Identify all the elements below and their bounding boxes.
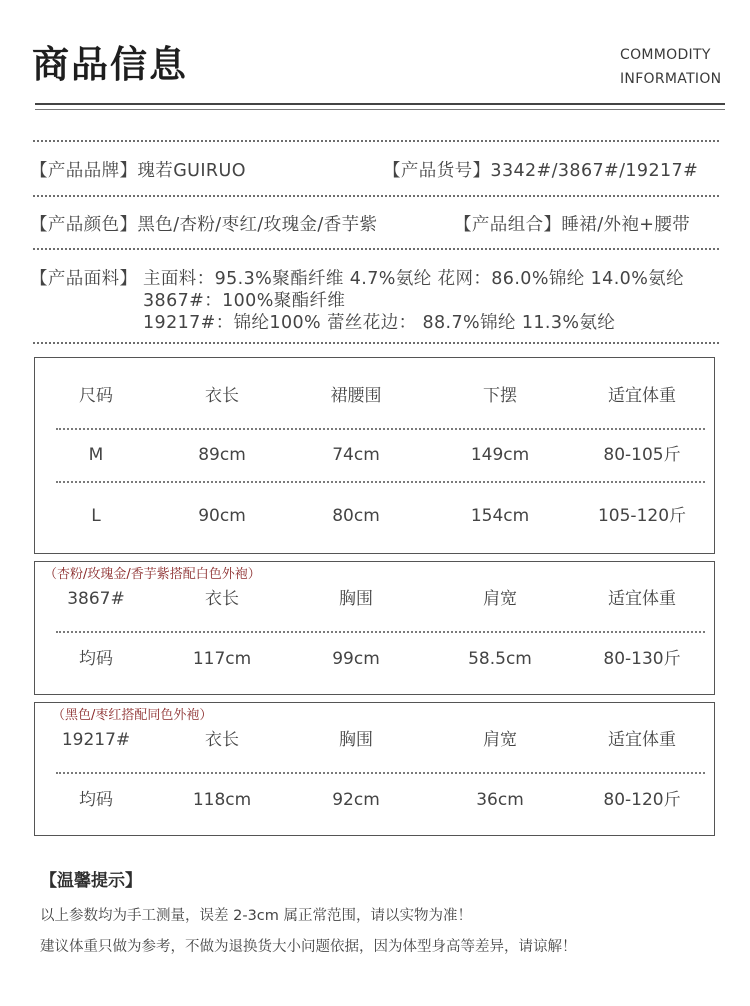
table-cell: 80-105斤 xyxy=(603,445,681,465)
color-field xyxy=(30,211,377,236)
table-cell: 80cm xyxy=(332,506,380,526)
header-divider-thin xyxy=(35,109,725,110)
table-cell: 58.5cm xyxy=(468,649,532,669)
header-cell: 衣长 xyxy=(205,386,239,406)
table-cell: 92cm xyxy=(332,790,380,810)
tip-line-1: 以上参数均为手工测量，误差 2-3cm 属正常范围，请以实物为准！ xyxy=(40,908,472,924)
size-table-19217 xyxy=(34,702,715,836)
table-note: （杏粉/玫瑰金/香芋紫搭配白色外袍） xyxy=(44,567,261,582)
header-cell: 裙腰围 xyxy=(330,386,382,406)
header-cell: 衣长 xyxy=(205,730,239,750)
header-cell: 适宜体重 xyxy=(608,730,676,750)
brand-value: 瑰若GUIRUO xyxy=(137,161,246,181)
header-cell: 19217# xyxy=(61,730,131,750)
table-cell: 90cm xyxy=(198,506,246,526)
table-header-row xyxy=(35,584,714,614)
table-header-row xyxy=(35,381,714,411)
dotted-divider xyxy=(33,140,719,142)
fabric-line-3: 19217#：锦纶100% 蕾丝花边： 88.7%锦纶 11.3%氨纶 xyxy=(143,313,616,333)
table-cell: 118cm xyxy=(192,790,252,810)
table-cell: 74cm xyxy=(332,445,380,465)
dotted-divider xyxy=(33,248,719,250)
dotted-divider xyxy=(56,481,705,483)
fabric-label: 【产品面料】 xyxy=(30,269,138,289)
header-cell: 下摆 xyxy=(483,386,517,406)
header-cell: 3867# xyxy=(67,589,125,609)
fabric-line-2: 3867#：100%聚酯纤维 xyxy=(143,291,346,311)
table-cell: 154cm xyxy=(470,506,530,526)
table-row xyxy=(35,501,714,531)
english-title-line-1: COMMODITY xyxy=(620,47,711,63)
dotted-divider xyxy=(56,631,705,633)
table-row xyxy=(35,440,714,470)
size-table-3867 xyxy=(34,561,715,695)
table-cell: 均码 xyxy=(79,790,113,810)
sku-label: 【产品货号】 xyxy=(383,161,491,181)
header-cell: 衣长 xyxy=(205,589,239,609)
table-row xyxy=(35,644,714,674)
english-title-line-2: INFORMATION xyxy=(620,71,722,87)
tips-title: 【温馨提示】 xyxy=(40,871,142,891)
table-header-row xyxy=(35,725,714,755)
table-cell: 105-120斤 xyxy=(597,506,687,526)
dotted-divider xyxy=(56,772,705,774)
table-cell: 均码 xyxy=(79,649,113,669)
sku-field xyxy=(383,157,698,182)
combo-label: 【产品组合】 xyxy=(454,215,562,235)
page-title: 商品信息 xyxy=(32,43,188,86)
header-cell: 适宜体重 xyxy=(608,589,676,609)
header-cell: 肩宽 xyxy=(483,589,517,609)
combo-value: 睡裙/外袍+腰带 xyxy=(561,215,691,235)
header-cell: 肩宽 xyxy=(483,730,517,750)
color-value: 黑色/杏粉/枣红/玫瑰金/香芋紫 xyxy=(137,215,378,235)
combo-field xyxy=(454,211,690,236)
brand-label: 【产品品牌】 xyxy=(30,161,138,181)
table-cell: 36cm xyxy=(476,790,524,810)
table-cell: 117cm xyxy=(192,649,252,669)
table-note: （黑色/枣红搭配同色外袍） xyxy=(52,708,213,723)
color-label: 【产品颜色】 xyxy=(30,215,138,235)
tip-line-2: 建议体重只做为参考，不做为退换货大小问题依据，因为体型身高等差异，请谅解！ xyxy=(40,939,577,955)
dotted-divider xyxy=(33,195,719,197)
sku-value: 3342#/3867#/19217# xyxy=(490,161,699,181)
dotted-divider xyxy=(33,342,719,344)
header-cell: 尺码 xyxy=(79,386,113,406)
header-cell: 胸围 xyxy=(339,589,373,609)
table-cell: 80-120斤 xyxy=(603,790,681,810)
header-cell: 胸围 xyxy=(339,730,373,750)
table-cell: 89cm xyxy=(198,445,246,465)
size-table-3342 xyxy=(34,357,715,554)
brand-field xyxy=(30,157,246,182)
table-cell: L xyxy=(91,506,101,526)
table-cell: 99cm xyxy=(332,649,380,669)
table-cell: M xyxy=(88,445,104,465)
fabric-line-1: 主面料：95.3%聚酯纤维 4.7%氨纶 花网：86.0%锦纶 14.0%氨纶 xyxy=(143,269,685,289)
table-row xyxy=(35,785,714,815)
header-cell: 适宜体重 xyxy=(608,386,676,406)
dotted-divider xyxy=(56,428,705,430)
table-cell: 80-130斤 xyxy=(603,649,681,669)
header-divider-thick xyxy=(35,103,725,105)
table-cell: 149cm xyxy=(470,445,530,465)
